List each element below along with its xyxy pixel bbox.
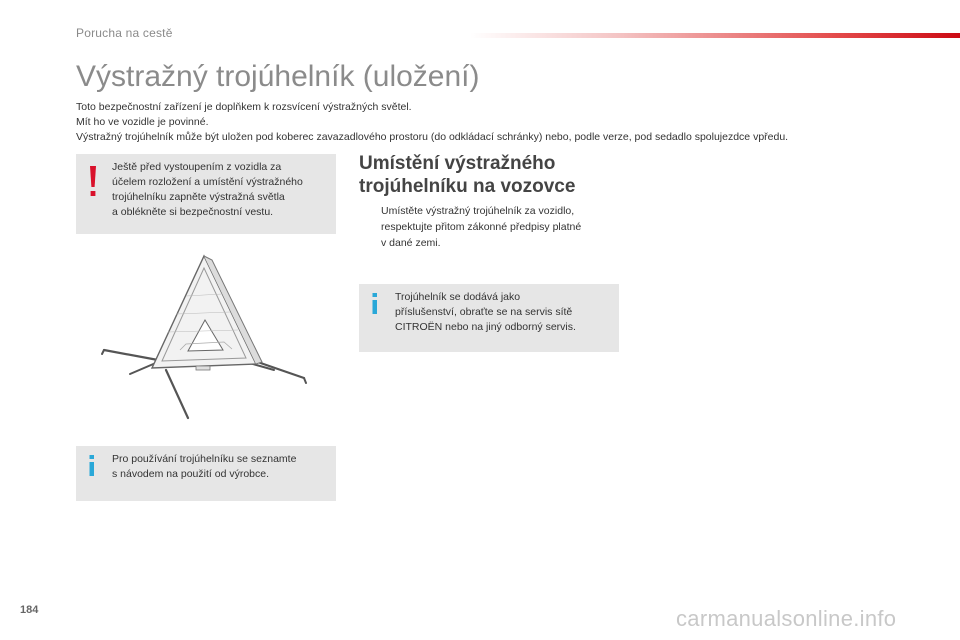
manual-text xyxy=(112,452,328,482)
warning-box xyxy=(76,154,336,234)
step-line: respektujte přitom zákonné předpisy platné xyxy=(381,221,582,233)
warning-line: Ještě před vystoupením z vozidla za xyxy=(112,161,282,173)
intro-line: Mít ho ve vozidle je povinné. xyxy=(76,116,209,128)
info-box-manual xyxy=(76,446,336,501)
exclamation-icon xyxy=(86,162,100,202)
manual-line: Pro používání trojúhelníku se seznamte xyxy=(112,453,297,465)
watermark: carmanualsonline.info xyxy=(676,606,897,631)
warning-text xyxy=(112,160,328,220)
accessory-line: Trojúhelník se dodává jako xyxy=(395,291,521,303)
info-icon xyxy=(86,453,98,479)
intro-line: Toto bezpečnostní zařízení je doplňkem k rozsvícení výstražných světel. xyxy=(76,101,412,113)
page-number: 184 xyxy=(20,604,39,616)
warning-line: a oblékněte si bezpečnostní vestu. xyxy=(112,206,274,218)
heading-line: Umístění výstražného xyxy=(359,153,556,174)
warning-line: trojúhelníku zapněte výstražná světla xyxy=(112,191,285,203)
warning-line: účelem rozložení a umístění výstražného xyxy=(112,176,303,188)
info-icon xyxy=(369,291,381,317)
info-box-accessory xyxy=(359,284,619,352)
intro-line: Výstražný trojúhelník může být uložen pod koberec zavazadlového prostoru (do odkládací schránky) nebo, podle verze, pod sedadlo spolujezdce vpředu. xyxy=(76,131,789,143)
step-line: v dané zemi. xyxy=(381,237,441,249)
header-accent-bar xyxy=(470,33,960,38)
heading-line: trojúhelníku na vozovce xyxy=(359,176,576,197)
page-title: Výstražný trojúhelník (uložení) xyxy=(76,60,480,93)
section-label: Porucha na cestě xyxy=(76,26,173,40)
warning-triangle-illustration xyxy=(96,250,316,420)
step-line: Umístěte výstražný trojúhelník za vozidlo, xyxy=(381,205,575,217)
placement-heading xyxy=(359,152,575,198)
manual-line: s návodem na použití od výrobce. xyxy=(112,468,270,480)
accessory-line: CITROËN nebo na jiný odborný servis. xyxy=(395,321,576,333)
accessory-text xyxy=(395,290,611,335)
intro-text xyxy=(76,100,936,145)
accessory-line: příslušenství, obraťte se na servis sítě xyxy=(395,306,573,318)
